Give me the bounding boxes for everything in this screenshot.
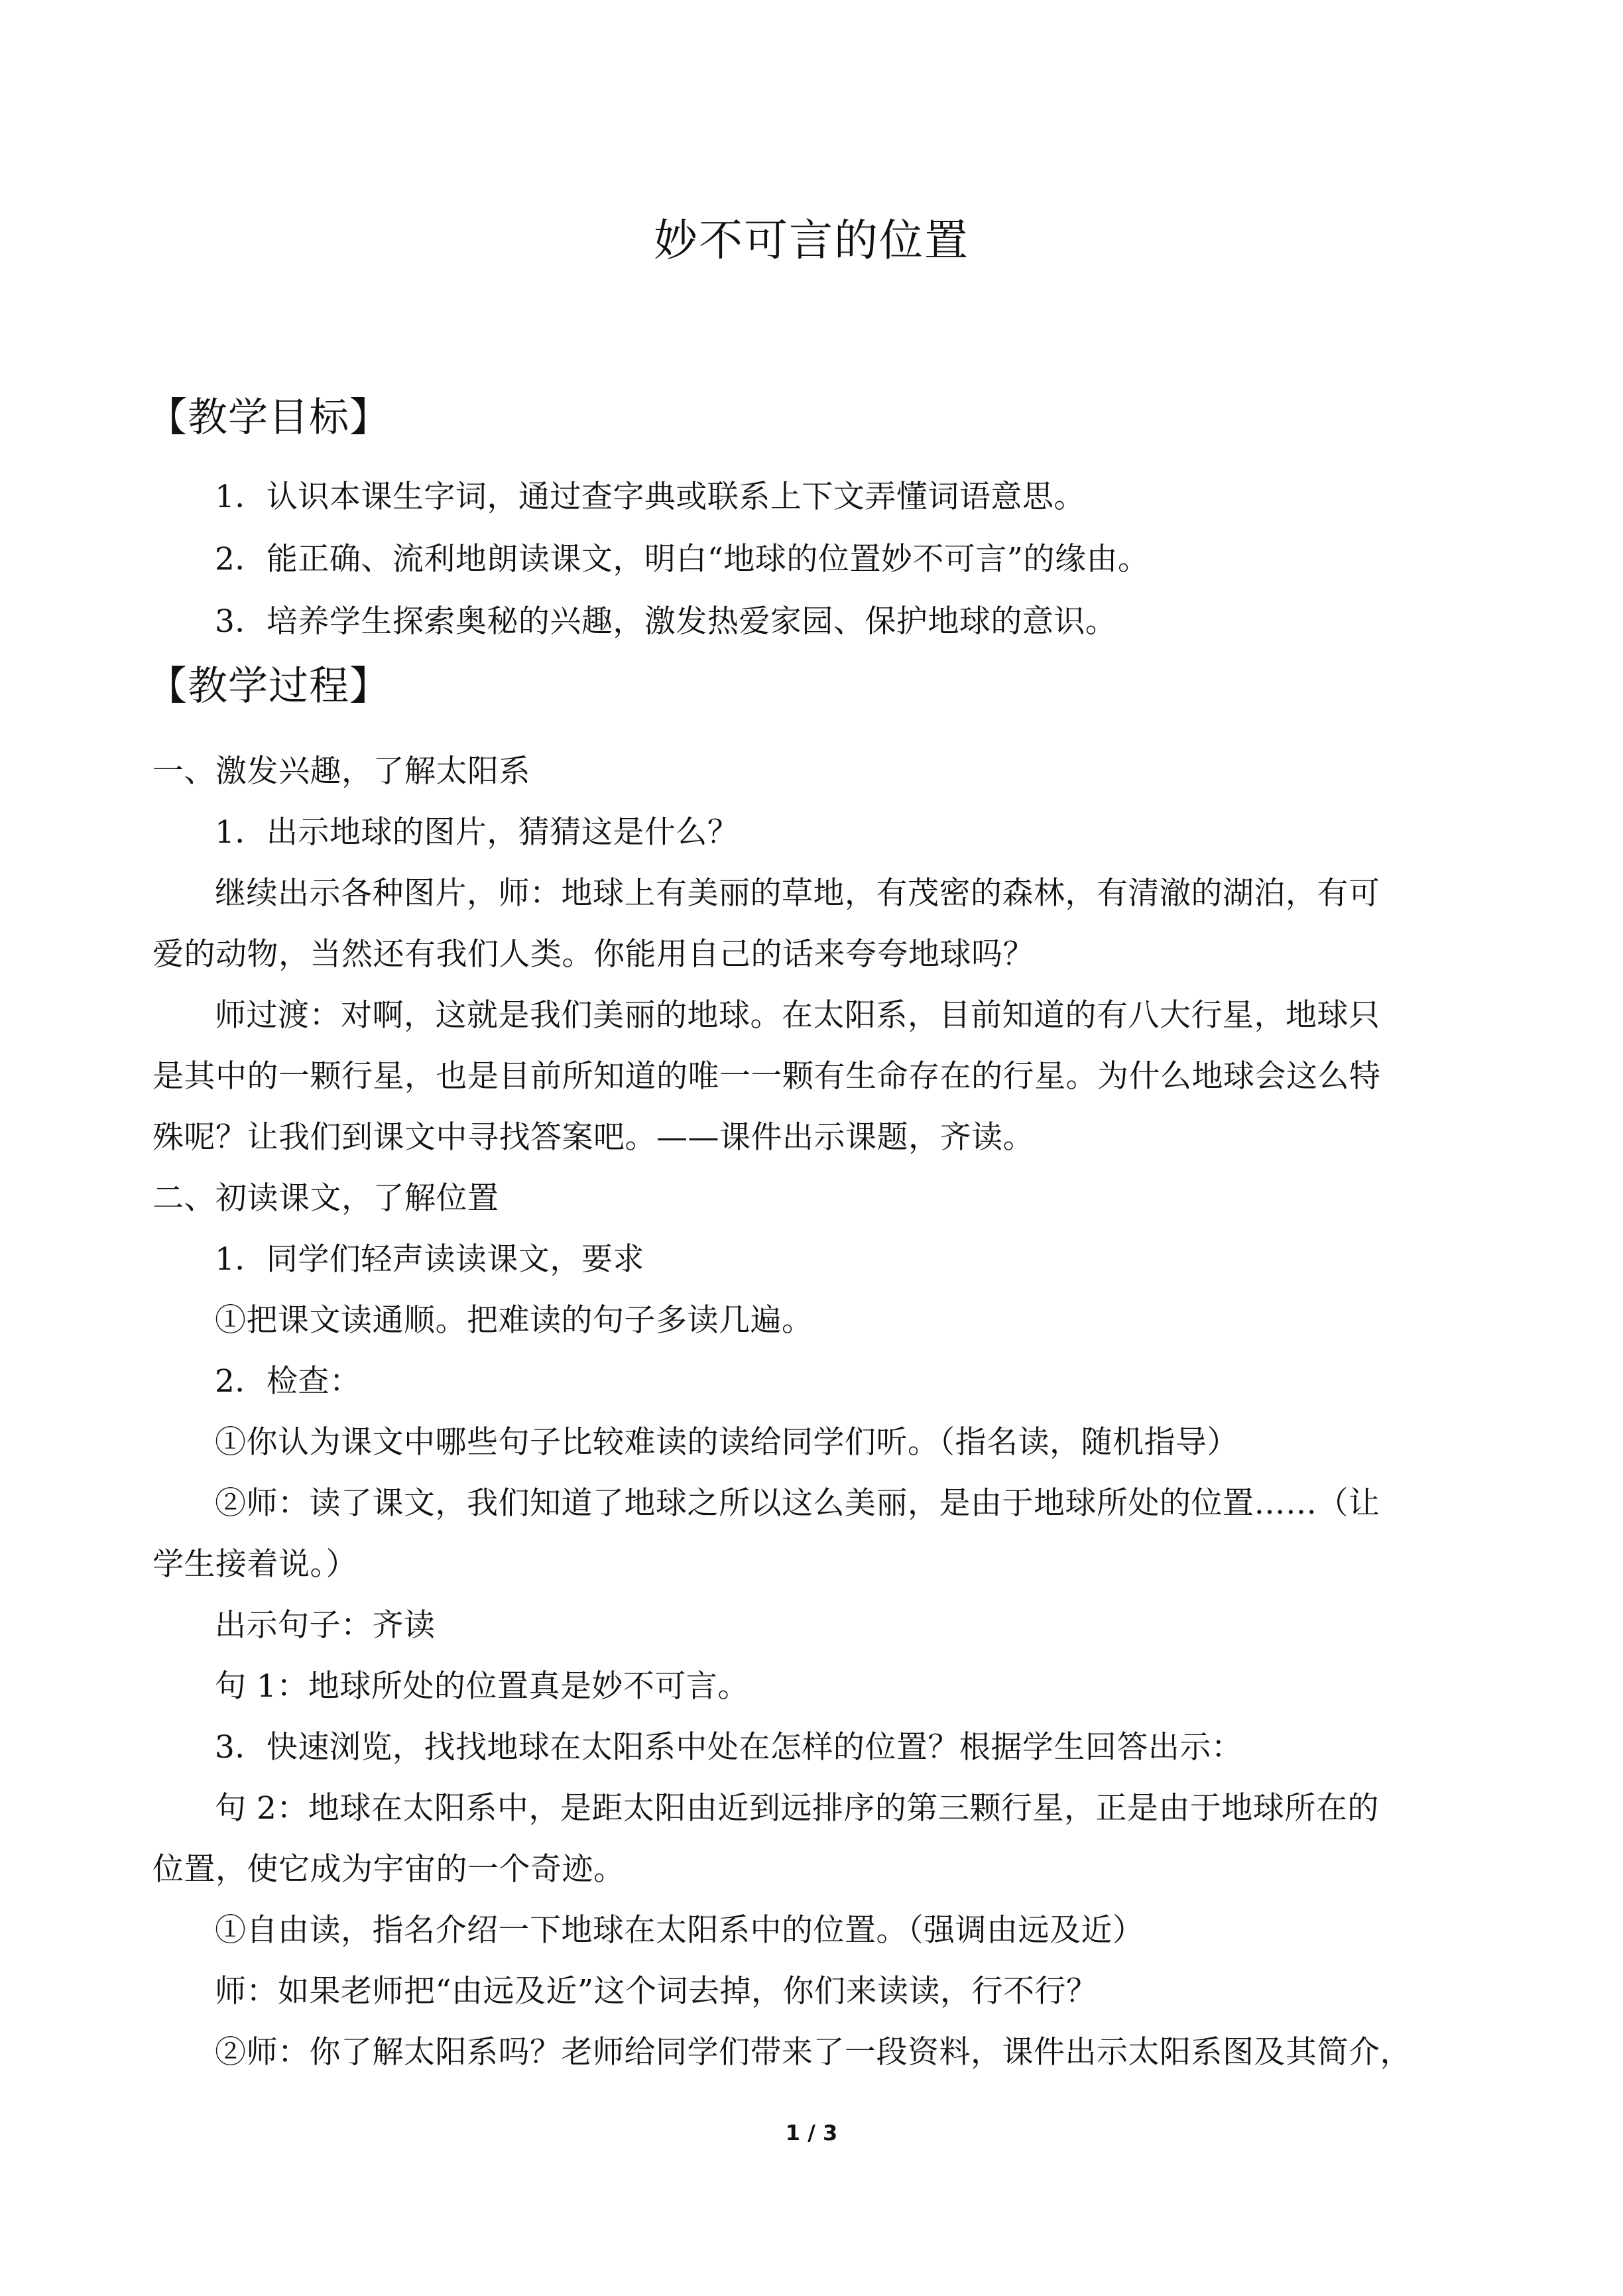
section-heading-goals: 【教学目标】 (147, 394, 390, 441)
goal-item: 1．认识本课生字词，通过查字典或联系上下文弄懂词语意思。 (215, 479, 1085, 515)
section-subheading: 二、初读课文，了解位置 (152, 1180, 499, 1217)
paragraph-line: 3．快速浏览，找找地球在太阳系中处在怎样的位置？根据学生回答出示： (215, 1729, 1243, 1766)
goal-item: 3．培养学生探索奥秘的兴趣，激发热爱家园、保护地球的意识。 (215, 603, 1117, 640)
paragraph-line: ①自由读，指名介绍一下地球在太阳系中的位置。（强调由远及近） (215, 1912, 1144, 1949)
paragraph-line: 师过渡：对啊，这就是我们美丽的地球。在太阳系，目前知道的有八大行星，地球只 (215, 997, 1380, 1034)
paragraph-line: ②师：你了解太阳系吗？老师给同学们带来了一段资料，课件出示太阳系图及其简介， (215, 2034, 1412, 2071)
paragraph-line: ①把课文读通顺。把难读的句子多读几遍。 (215, 1302, 813, 1339)
paragraph-line: 继续出示各种图片，师：地球上有美丽的草地，有茂密的森林，有清澈的湖泊，有可 (215, 875, 1380, 912)
paragraph-line: 句 2：地球在太阳系中，是距太阳由近到远排序的第三颗行星，正是由于地球所在的 (215, 1790, 1379, 1827)
paragraph-line: 师：如果老师把“由远及近”这个词去掉，你们来读读，行不行？ (215, 1973, 1098, 2010)
page-number: 1 / 3 (785, 2120, 838, 2145)
page-title: 妙不可言的位置 (654, 215, 969, 266)
paragraph-line: 1．出示地球的图片，猜猜这是什么？ (215, 814, 739, 851)
section-subheading: 一、激发兴趣，了解太阳系 (152, 753, 530, 790)
paragraph-line: 句 1：地球所处的位置真是妙不可言。 (215, 1668, 749, 1705)
paragraph-line: 爱的动物，当然还有我们人类。你能用自己的话来夸夸地球吗？ (152, 936, 1034, 973)
paragraph-line: ①你认为课文中哪些句子比较难读的读给同学们听。（指名读，随机指导） (215, 1424, 1238, 1461)
paragraph-line: 位置，使它成为宇宙的一个奇迹。 (152, 1851, 625, 1888)
goal-item: 2．能正确、流利地朗读课文，明白“地球的位置妙不可言”的缘由。 (215, 541, 1150, 577)
paragraph-line: 2．检查： (215, 1363, 361, 1400)
paragraph-line: 1．同学们轻声读读课文，要求 (215, 1241, 644, 1278)
section-heading-process: 【教学过程】 (147, 663, 390, 709)
paragraph-line: 学生接着说。） (152, 1546, 357, 1583)
paragraph-line: ②师：读了课文，我们知道了地球之所以这么美丽，是由于地球所处的位置……（让 (215, 1485, 1380, 1522)
paragraph-line: 殊呢？让我们到课文中寻找答案吧。——课件出示课题，齐读。 (152, 1119, 1034, 1156)
paragraph-line: 是其中的一颗行星，也是目前所知道的唯一一颗有生命存在的行星。为什么地球会这么特 (152, 1058, 1381, 1095)
paragraph-line: 出示句子：齐读 (215, 1607, 436, 1644)
